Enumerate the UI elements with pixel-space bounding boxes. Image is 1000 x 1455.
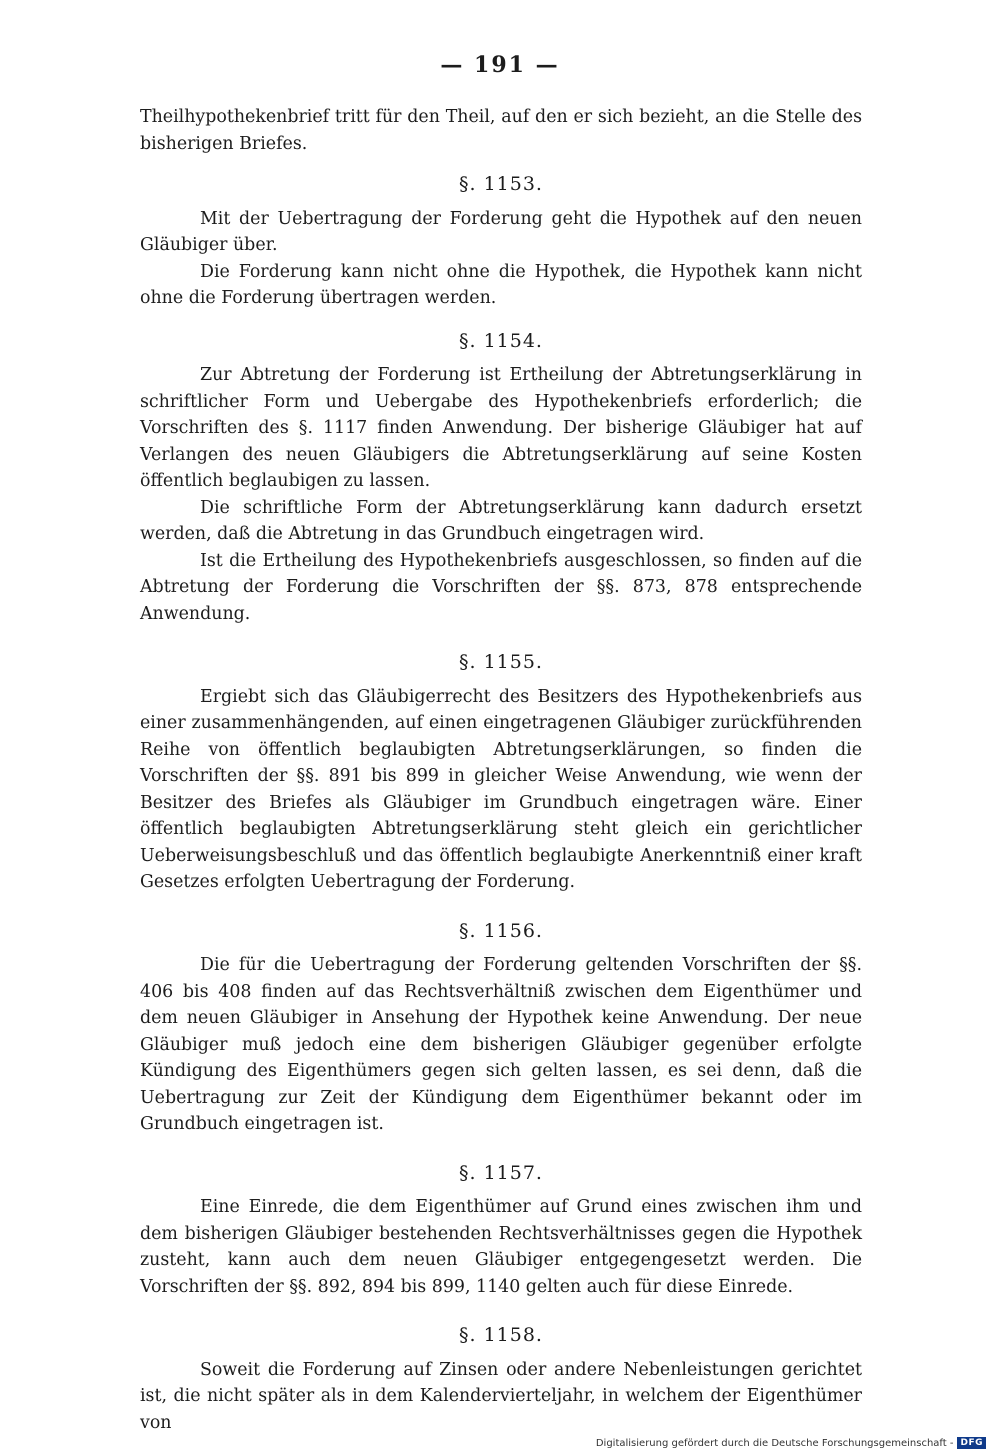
section-paragraph: Ist die Ertheilung des Hypothekenbriefs ausgeschlossen, so finden auf die Abtretung der Forderung die Vorschriften der §§. 873, 878 entsprechende Anwendung.	[140, 550, 862, 624]
intro-paragraph: Theilhypothekenbrief tritt für den Theil, auf den er sich bezieht, an die Stelle des bisherigen Briefes.	[140, 107, 862, 154]
section-paragraph: Eine Einrede, die dem Eigenthümer auf Grund eines zwischen ihm und dem bisherigen Gläubiger bestehenden Rechtsverhältnisses gegen die Hypothek zusteht, kann auch dem neuen Gläubiger entgegengesetzt werden. Die Vorschriften der §§. 892, 894 bis 899, 1140 gelten auch für diese Einrede.	[140, 1197, 862, 1297]
section-heading: §. 1156.	[459, 919, 543, 942]
section-1153	[140, 171, 862, 312]
section-paragraph: Mit der Uebertragung der Forderung geht die Hypothek auf den neuen Gläubiger über.	[140, 208, 862, 255]
section-paragraph: Die schriftliche Form der Abtretungserklärung kann dadurch ersetzt werden, daß die Abtretung in das Grundbuch eingetragen wird.	[140, 497, 862, 544]
dfg-logo: DFG	[957, 1437, 986, 1449]
section-heading: §. 1157.	[459, 1161, 543, 1184]
section-paragraph: Ergiebt sich das Gläubigerrecht des Besitzers des Hypothekenbriefs aus einer zusammenhängenden, auf einen eingetragenen Gläubiger zurückführenden Reihe von öffentlich beglaubigten Abtretungserklärungen, so finden die Vorschriften der §§. 891 bis 899 in gleicher Weise Anwendung, wie wenn der Besitzer des Briefes als Gläubiger im Grundbuch eingetragen wäre. Einer öffentlich beglaubigten Abtretungserklärung steht gleich ein gerichtlicher Ueberweisungsbeschluß und das öffentlich beglaubigte Anerkenntniß einer kraft Gesetzes erfolgten Uebertragung der Forderung.	[140, 686, 862, 892]
section-1154	[140, 328, 862, 628]
page-number: — 191 —	[440, 52, 560, 78]
footer-text: Digitalisierung gefördert durch die Deutsche Forschungsgemeinschaft -	[595, 1437, 954, 1449]
section-heading: §. 1154.	[459, 329, 543, 352]
digitization-footer	[596, 1437, 986, 1449]
section-paragraph: Zur Abtretung der Forderung ist Ertheilung der Abtretungserklärung in schriftlicher Form und Uebergabe des Hypothekenbriefs erforderlich; die Vorschriften des §. 1117 finden Anwendung. Der bisherige Gläubiger hat auf Verlangen des neuen Gläubigers die Abtretungserklärung auf seine Kosten öffentlich beglaubigen zu lassen.	[140, 365, 862, 491]
section-1155	[140, 649, 862, 896]
document-body	[140, 104, 862, 1436]
section-heading: §. 1153.	[459, 173, 543, 195]
section-1157	[140, 1160, 862, 1301]
section-paragraph: Die Forderung kann nicht ohne die Hypothek, die Hypothek kann nicht ohne die Forderung übertragen werden.	[140, 261, 862, 308]
section-paragraph: Soweit die Forderung auf Zinsen oder andere Nebenleistungen gerichtet ist, die nicht später als in dem Kalendervierteljahr, in welchem der Eigenthümer von	[140, 1359, 862, 1433]
section-heading: §. 1155.	[459, 651, 543, 673]
section-1156	[140, 918, 862, 1138]
section-heading: §. 1158.	[459, 1324, 543, 1346]
section-paragraph: Die für die Uebertragung der Forderung geltenden Vorschriften der §§. 406 bis 408 finden auf das Rechtsverhältniß zwischen dem Eigenthümer und dem neuen Gläubiger in Ansehung der Hypothek keine Anwendung. Der neue Gläubiger muß jedoch eine dem bisherigen Gläubiger gegenüber erfolgte Kündigung des Eigenthümers gegen sich gelten lassen, es sei denn, daß die Uebertragung zur Zeit der Kündigung dem Eigenthümer bekannt oder im Grundbuch eingetragen ist.	[140, 955, 862, 1134]
section-1158	[140, 1322, 862, 1436]
